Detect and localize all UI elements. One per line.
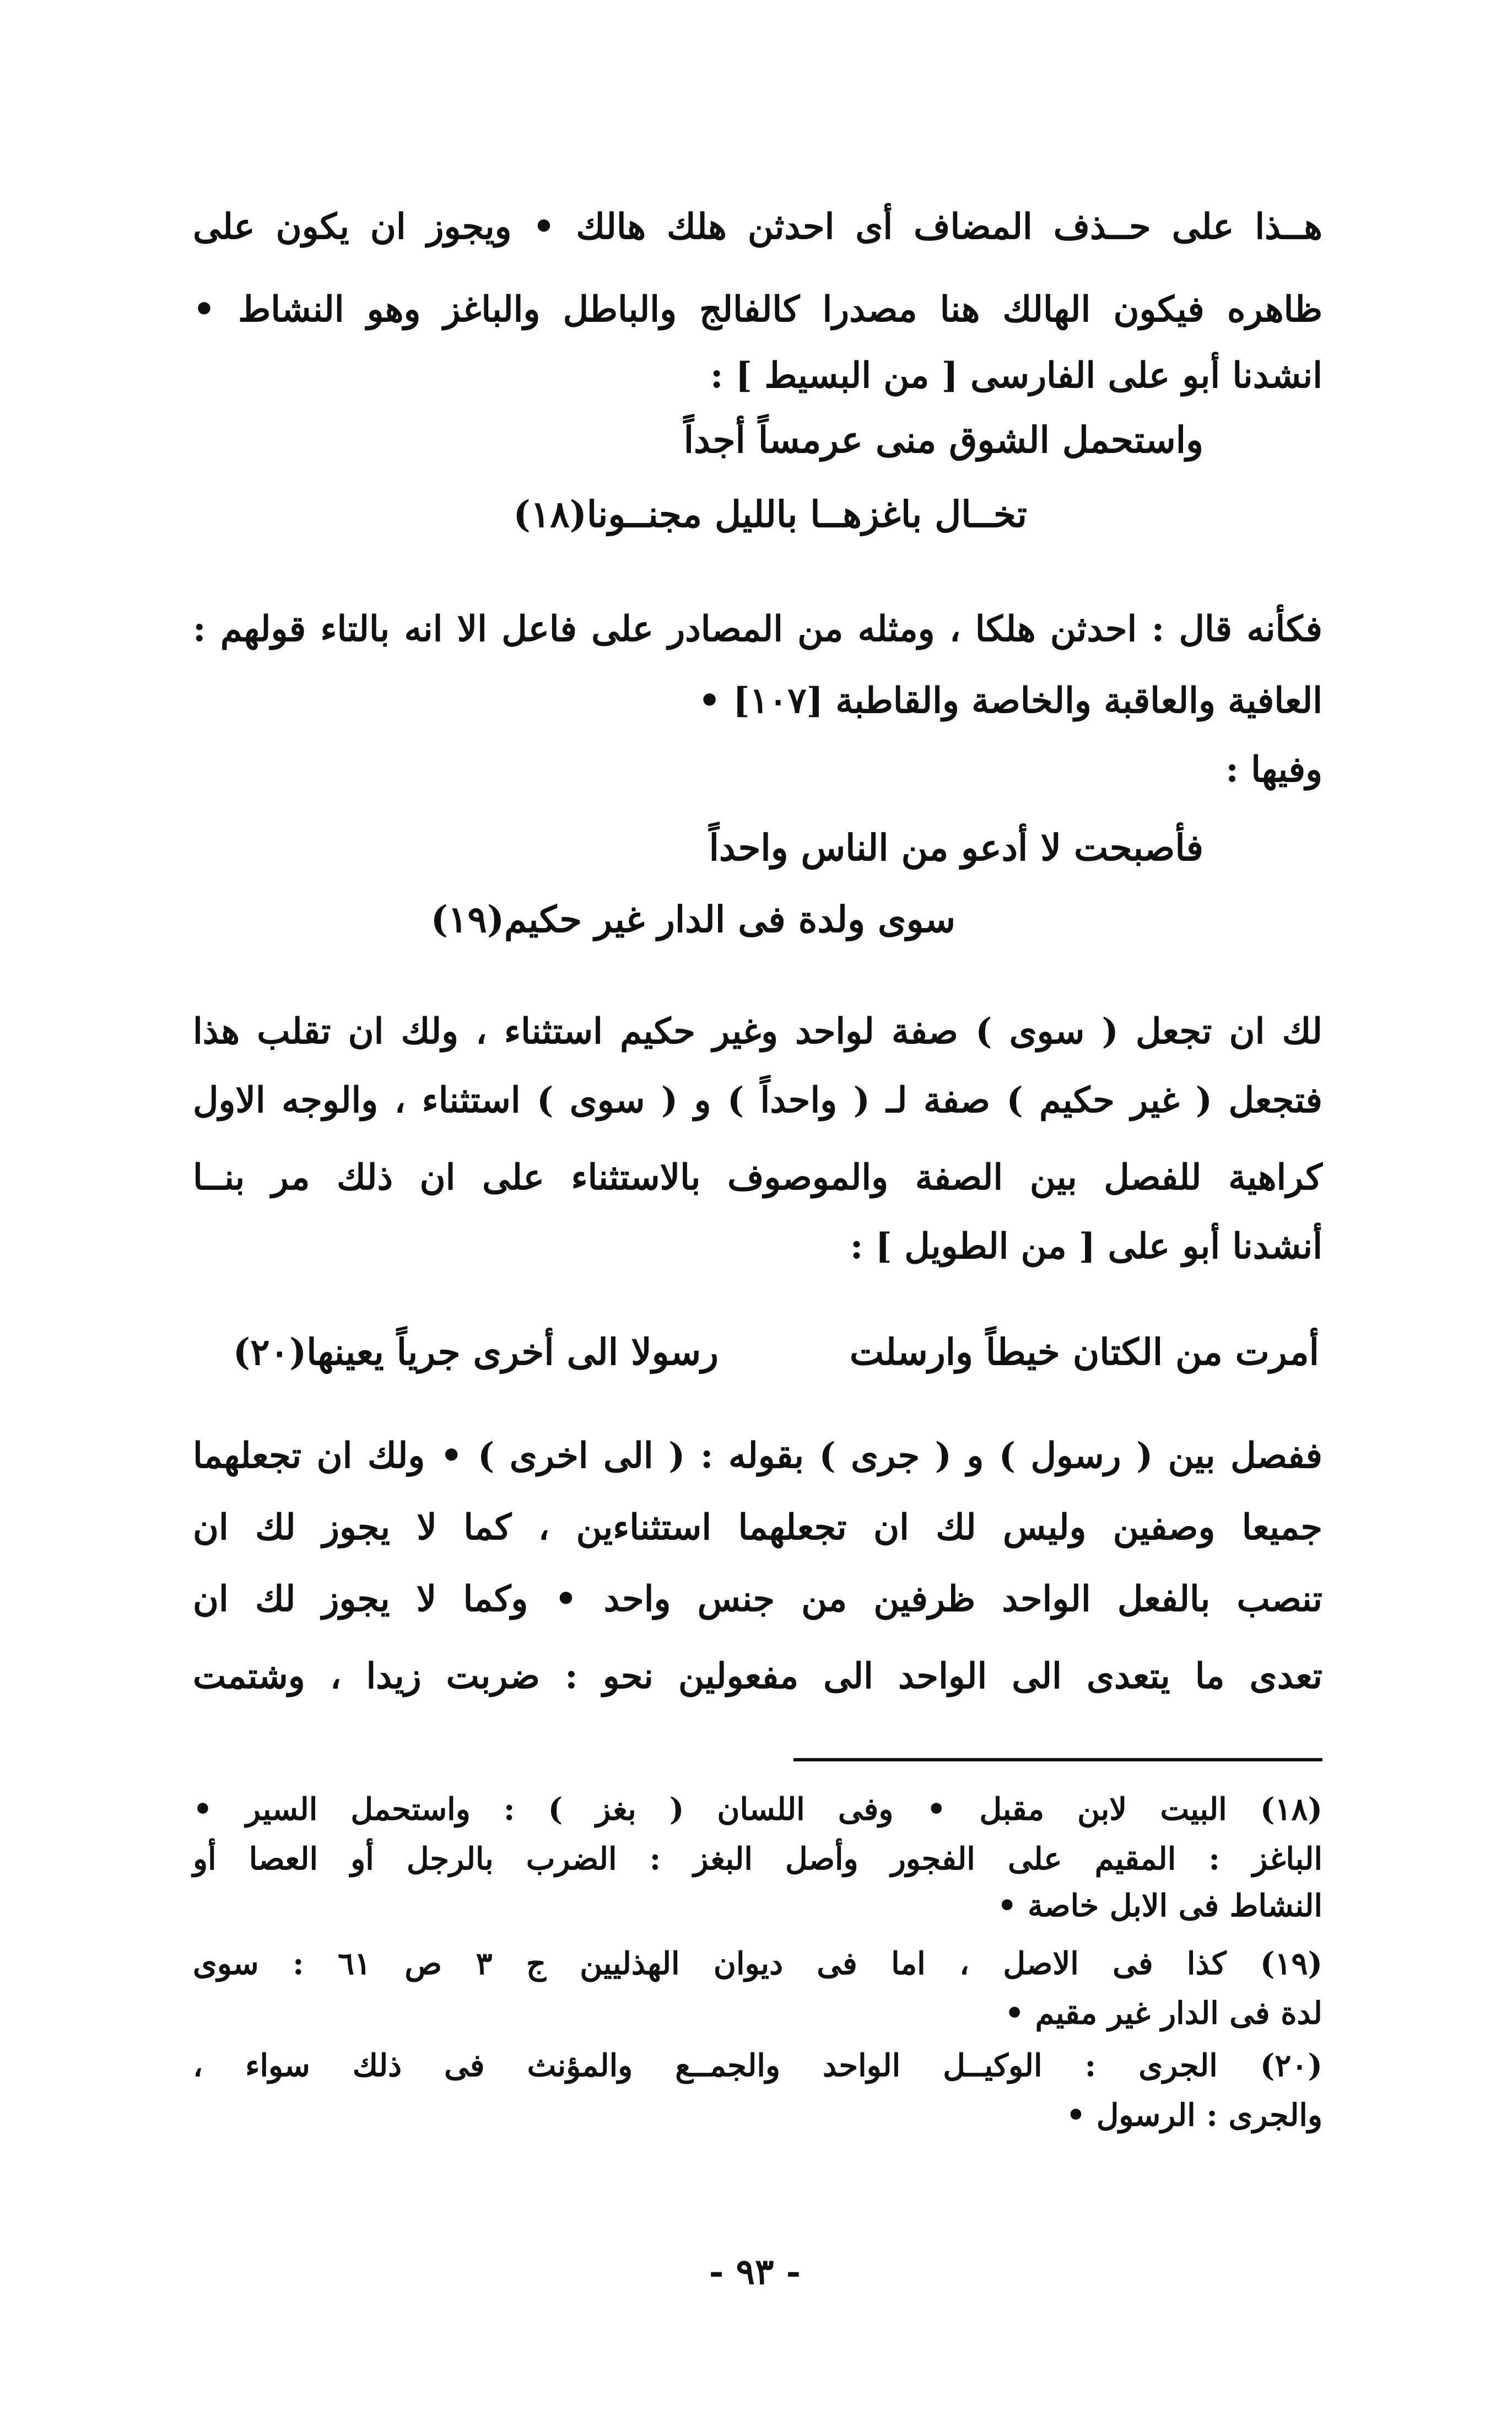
footnote-line: الباغز : المقيم على الفجور وأصل البغز : الضرب بالرجل أو العصا أو [193, 1841, 1322, 1877]
footnote-line: النشاط فى الابل خاصة • [997, 1888, 1322, 1924]
verse-hemistich: أمرت من الكتان خيطاً وارسلت [849, 1330, 1319, 1373]
verse-line: تخــال باغزهــا بالليل مجنــونا(١٨) [513, 493, 1027, 536]
body-line: وفيها : [1225, 749, 1322, 790]
footnote-line: لدة فى الدار غير مقيم • [1005, 1995, 1322, 2031]
body-line: انشدنا أبو على الفارسى [ من البسيط ] : [710, 355, 1322, 396]
body-line: فتجعل ( غير حكيم ) صفة لـ ( واحداً ) و ( سوى ) استثناء ، والوجه الاول [193, 1080, 1323, 1121]
page-number: - ٩٣ - [709, 2251, 801, 2293]
body-line: ففصل بين ( رسول ) و ( جرى ) بقوله : ( الى اخرى ) • ولك ان تجعلهما [193, 1435, 1322, 1476]
footnote-line: (٢٠) الجرى : الوكيــل الواحد والجمــع والمؤنث فى ذلك سواء ، [193, 2047, 1322, 2084]
footnote-separator [793, 1758, 1322, 1761]
body-line: تنصب بالفعل الواحد ظرفين من جنس واحد • وكما لا يجوز لك ان [193, 1578, 1322, 1620]
body-line: جميعا وصفين وليس لك ان تجعلهما استثناءين ، كما لا يجوز لك ان [193, 1507, 1322, 1548]
verse-line: سوى ولدة فى الدار غير حكيم(١٩) [430, 898, 955, 941]
footnote-line: (١٩) كذا فى الاصل ، اما فى ديوان الهذليين ج ٣ ص ٦١ : سوى [193, 1945, 1322, 1982]
verse-line: فأصبحت لا أدعو من الناس واحداً [709, 826, 1203, 869]
body-line: ظاهره فيكون الهالك هنا مصدرا كالفالج والباطل والباغز وهو النشاط • [193, 289, 1322, 330]
verse-line: واستحمل الشوق منى عرمساً أجداً [683, 418, 1203, 461]
body-line: كراهية للفصل بين الصفة والموصوف بالاستثناء على ان ذلك مر بنــا [193, 1157, 1322, 1198]
body-line: لك ان تجعل ( سوى ) صفة لواحد وغير حكيم استثناء ، ولك ان تقلب هذا [193, 1011, 1322, 1052]
body-line: فكأنه قال : احدثن هلكا ، ومثله من المصادر على فاعل الا انه بالتاء قولهم : [193, 608, 1322, 650]
body-line: تعدى ما يتعدى الى الواحد الى مفعولين نحو : ضربت زيدا ، وشتمت [193, 1656, 1322, 1697]
footnote-line: (١٨) البيت لابن مقبل • وفى اللسان ( بغز ) : واستحمل السير • [193, 1791, 1322, 1828]
body-line: أنشدنا أبو على [ من الطويل ] : [850, 1226, 1322, 1267]
verse-hemistich: رسولا الى أخرى جرياً يعينها(٢٠) [233, 1330, 719, 1373]
footnote-line: والجرى : الرسول • [1066, 2097, 1322, 2133]
body-line: العافية والعاقبة والخاصة والقاطبة [١٠٧] • [698, 680, 1322, 721]
body-line: هــذا على حــذف المضاف أى احدثن هلك هالك • ويجوز ان يكون على [193, 206, 1322, 247]
